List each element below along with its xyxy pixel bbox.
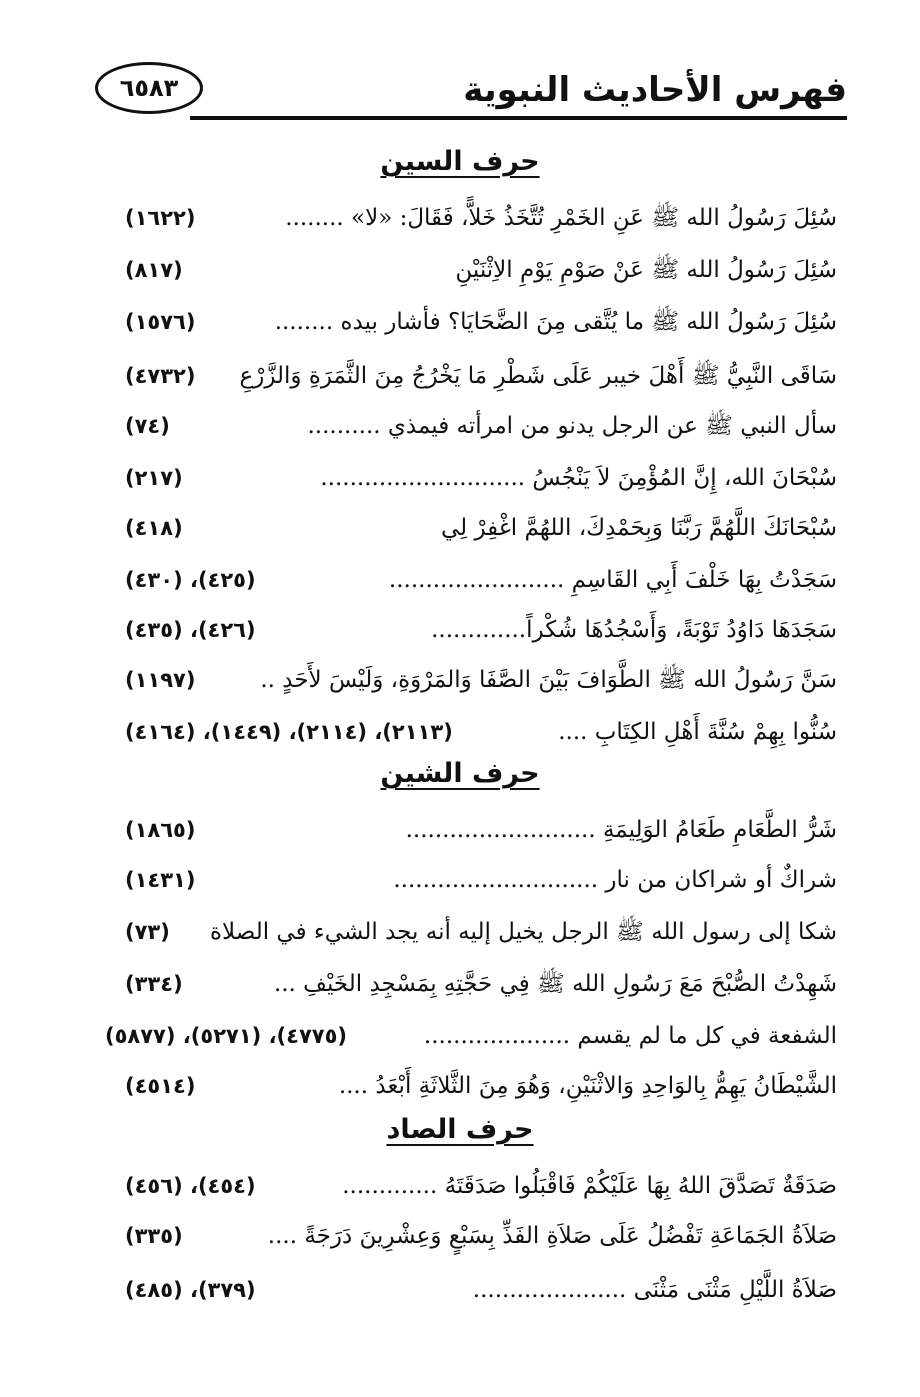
index-entry [125,660,837,700]
entry-text: الشفعة في كل ما لم يقسم .................... [423,1023,837,1049]
index-entry [125,250,837,290]
index-entry [125,508,837,548]
entry-refs: (٤١٨) [125,516,183,540]
entry-text: شكا إلى رسول الله ﷺ الرجل يخيل إليه أنه يجد الشيء في الصلاة [209,919,837,945]
entry-text: شَهِدْتُ الصُّبْحَ مَعَ رَسُولِ الله ﷺ فِي حَجَّتِهِ بِمَسْجِدِ الخَيْفِ ... [273,971,837,997]
page-number: ٦٥٨٣ [95,62,203,114]
index-entry [105,1016,837,1056]
entry-text: الشَّيْطَانُ يَهِمُّ بِالوَاحِدِ وَالاثْنَيْنِ، وَهُوَ مِنَ الثَّلاثَةِ أَبْعَدُ .... [338,1073,837,1099]
entry-refs: (٤٧٣٢) [125,364,196,388]
section-heading-sheen: حرف الشين [380,758,540,789]
entry-refs: (٣٣٤) [125,972,183,996]
index-entry [125,810,837,850]
entry-text: سَجَدْتُ بِهَا خَلْفَ أَبِي القَاسِمِ ........................ [388,567,837,593]
index-entry [125,712,837,752]
index-entry [125,356,837,396]
index-entry [125,964,837,1004]
entry-text: سُبْحَانَ الله، إِنَّ المُؤْمِنَ لاَ يَنْجُسُ ............................ [320,465,837,491]
entry-refs: (٢١٧) [125,466,183,490]
index-entry [125,406,837,446]
page-title: فهرس الأحاديث النبوية [463,70,847,110]
entry-refs: (٨١٧) [125,258,183,282]
entry-refs: (٤٥٤)، (٤٥٦) [125,1174,256,1198]
entry-text: سُنُّوا بِهِمْ سُنَّةَ أَهْلِ الكِتَابِ .... [558,719,837,745]
entry-refs: (٤٥١٤) [125,1074,196,1098]
entry-refs: (٤٢٥)، (٤٣٠) [125,568,256,592]
entry-text: سُئِلَ رَسُولُ الله ﷺ عَنْ صَوْمِ يَوْمِ الاِثْنَيْنِ [455,257,837,283]
entry-refs: (١٦٢٢) [125,206,196,230]
entry-text: سُئِلَ رَسُولُ الله ﷺ عَنِ الخَمْرِ تُتَّخَذُ خَلاًّ، فَقَالَ: «لا» ........ [285,205,837,231]
entry-refs: (١٥٧٦) [125,310,196,334]
entry-refs: (٤٧٧٥)، (٥٢٧١)، (٥٨٧٧) [105,1024,348,1048]
section-heading-saad: حرف الصاد [386,1114,534,1145]
entry-text: صَلاَةُ الجَمَاعَةِ تَفْضُلُ عَلَى صَلاَةِ الفَذِّ بِسَبْعٍ وَعِشْرِينَ دَرَجَةً .... [267,1223,837,1249]
header-rule [190,116,847,120]
entry-refs: (٣٧٩)، (٤٨٥) [125,1278,256,1302]
entry-refs: (١١٩٧) [125,668,196,692]
index-entry [125,1270,837,1310]
entry-refs: (٣٣٥) [125,1224,183,1248]
entry-refs: (٤٢٦)، (٤٣٥) [125,618,256,642]
entry-text: صَلاَةُ اللَّيْلِ مَثْنَى مَثْنَى ..................... [472,1277,837,1303]
section-heading-seen: حرف السين [380,146,540,177]
entry-text: سُئِلَ رَسُولُ الله ﷺ ما يُتَّقى مِنَ الضَّحَايَا؟ فأشار بيده ........ [274,309,837,335]
index-entry [125,1166,837,1206]
entry-text: سأل النبي ﷺ عن الرجل يدنو من امرأته فيمذي .......... [307,413,837,439]
index-entry [125,1066,837,1106]
index-entry [125,198,837,238]
entry-refs: (٧٤) [125,414,170,438]
index-entry [125,302,837,342]
index-entry [125,860,837,900]
entry-text: صَدَقَةٌ تَصَدَّقَ اللهُ بِهَا عَلَيْكُمْ فَاقْبَلُوا صَدَقَتَهُ ............. [342,1173,837,1199]
entry-text: سَجَدَهَا دَاوُدُ تَوْبَةً، وَأَسْجُدُهَا شُكْراً............. [431,617,837,643]
entry-text: سُبْحَانَكَ اللَّهُمَّ رَبَّنَا وَبِحَمْدِكَ، اللهُمَّ اغْفِرْ لِي [440,515,837,541]
index-entry [125,610,837,650]
index-entry [125,458,837,498]
entry-refs: (٢١١٣)، (٢١١٤)، (١٤٤٩)، (٤١٦٤) [125,720,453,744]
entry-text: شَرُّ الطَّعَامِ طَعَامُ الوَلِيمَةِ .......................... [405,817,837,843]
entry-text: سَاقَى النَّبِيُّ ﷺ أَهْلَ خيبر عَلَى شَطْرِ مَا يَخْرُجُ مِنَ الثَّمَرَةِ وَالزَّرْعِ [239,363,837,389]
index-entry [125,912,837,952]
page-header [95,62,847,124]
index-entry [125,1216,837,1256]
entry-refs: (١٤٣١) [125,868,196,892]
entry-refs: (١٨٦٥) [125,818,196,842]
index-entry [125,560,837,600]
entry-text: سَنَّ رَسُولُ الله ﷺ الطَّوَافَ بَيْنَ الصَّفَا وَالمَرْوَةِ، وَلَيْسَ لأَحَدٍ .. [260,667,837,693]
entry-refs: (٧٣) [125,920,170,944]
entry-text: شراكٌ أو شراكان من نار ............................ [393,867,837,893]
